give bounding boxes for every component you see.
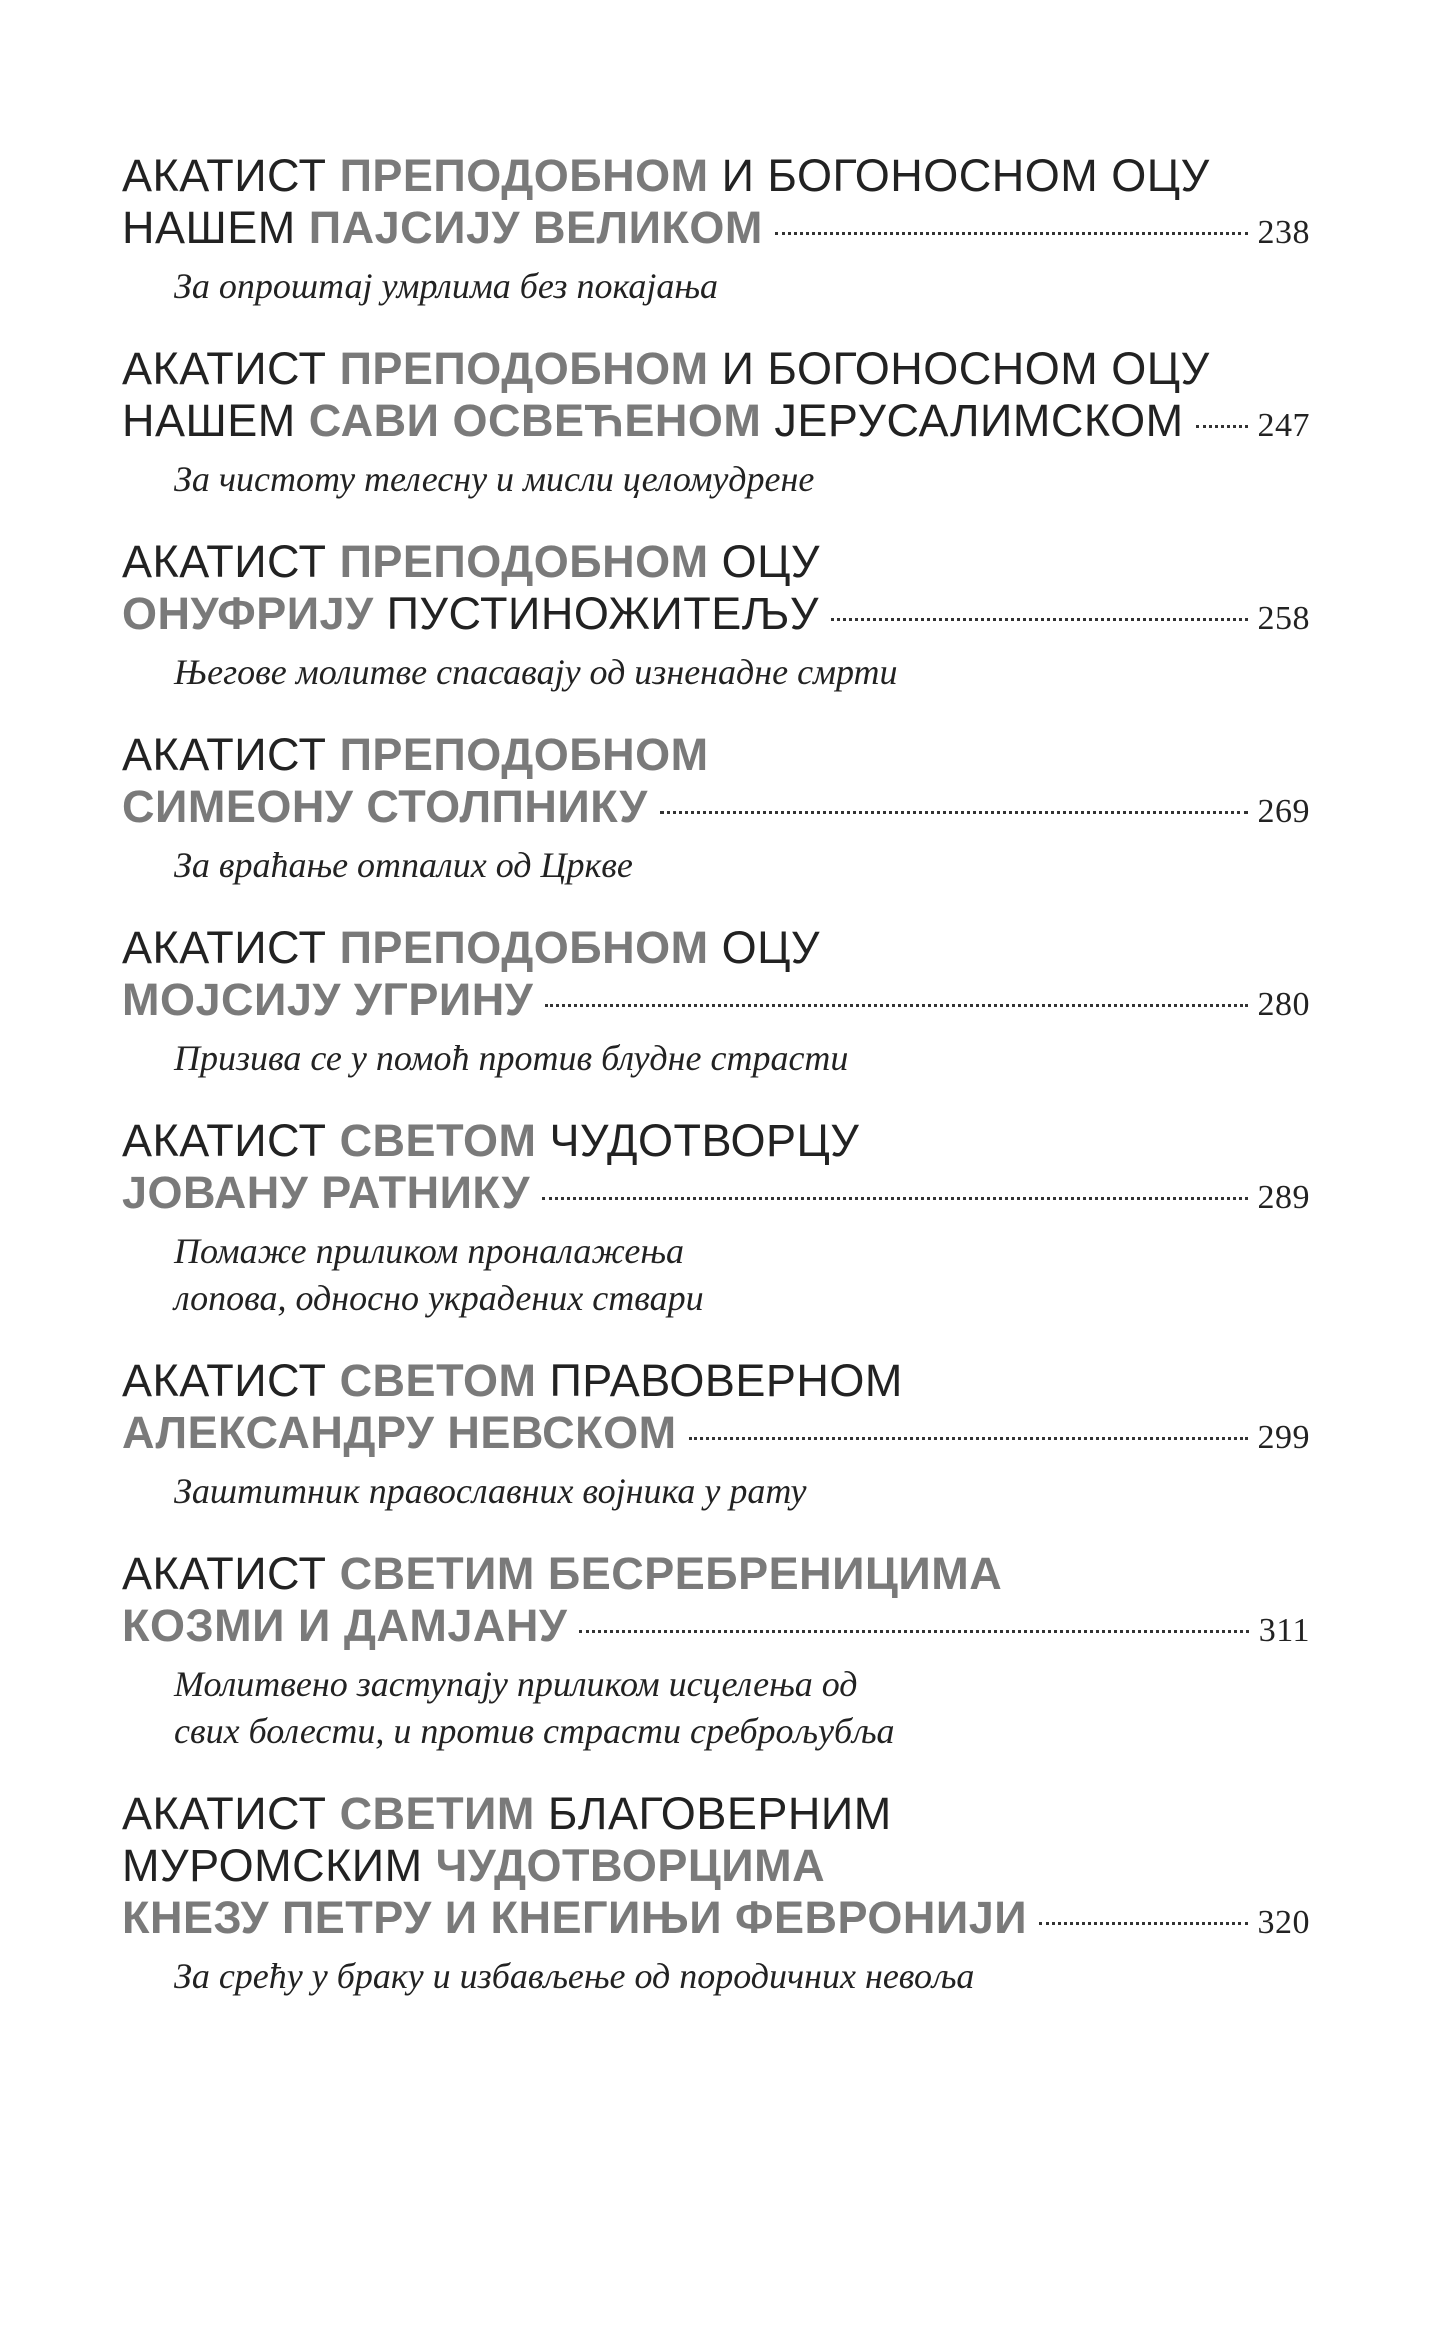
entry-title-line: [122, 1115, 1310, 1167]
title-text: АКАТИСТ: [122, 1788, 340, 1839]
title-text: АКАТИСТ: [122, 536, 340, 587]
entry-description: [174, 1468, 1310, 1515]
entry-title-line: [122, 1548, 1310, 1600]
page-number: 299: [1257, 1419, 1310, 1456]
saint-name: СВЕТИМ: [339, 1788, 535, 1839]
entry-title-line: [122, 150, 1310, 202]
title-text: АКАТИСТ: [122, 150, 340, 201]
entry-title-line: [122, 343, 1310, 395]
saint-name: ЈОВАНУ РАТНИКУ: [122, 1167, 531, 1218]
page-number: 289: [1257, 1179, 1310, 1216]
entry-title-line: [122, 729, 1310, 781]
saint-name: СВЕТОМ: [339, 1355, 537, 1406]
toc-entry[interactable]: [122, 1548, 1310, 1755]
saint-name: САВИ ОСВЕЋЕНОМ: [308, 395, 762, 446]
description-line: Заштитник православних војника у рату: [174, 1471, 807, 1511]
title-text: АКАТИСТ: [122, 1548, 340, 1599]
description-line: лопова, односно украдених ствари: [174, 1278, 704, 1318]
dot-leader: [831, 618, 1248, 621]
title-text: ПРАВОВЕРНОМ: [536, 1355, 903, 1406]
title-text: АКАТИСТ: [122, 1115, 340, 1166]
title-text: НАШЕМ: [122, 395, 309, 446]
entry-description: [174, 842, 1310, 889]
toc-entry[interactable]: [122, 343, 1310, 503]
entry-title-line: [122, 1407, 1310, 1464]
page-number: 311: [1258, 1612, 1310, 1649]
saint-name: КОЗМИ И ДАМЈАНУ: [122, 1600, 568, 1651]
entry-description: [174, 1228, 1310, 1322]
description-line: За срећу у браку и избављење од породичних невоља: [174, 1956, 975, 1996]
toc-entry[interactable]: [122, 1788, 1310, 2000]
entry-title-line: [122, 922, 1310, 974]
saint-name: КНЕЗУ ПЕТРУ И КНЕГИЊИ ФЕВРОНИЈИ: [122, 1892, 1028, 1943]
dot-leader: [1039, 1922, 1247, 1925]
saint-name: ПРЕПОДОБНОМ: [339, 729, 709, 780]
toc-entry[interactable]: [122, 729, 1310, 889]
description-line: Његове молитве спасавају од изненадне смрти: [174, 652, 898, 692]
dot-leader: [689, 1437, 1248, 1440]
saint-name: ПАЈСИЈУ ВЕЛИКОМ: [308, 202, 763, 253]
toc-entry[interactable]: [122, 150, 1310, 310]
description-line: За опроштај умрлима без покајања: [174, 266, 719, 306]
entry-title-line: [122, 1600, 1310, 1657]
saint-name: ПРЕПОДОБНОМ: [339, 536, 709, 587]
entry-description: [174, 263, 1310, 310]
entry-title-line: [122, 588, 1310, 645]
saint-name: СВЕТИМ БЕСРЕБРЕНИЦИМА: [339, 1548, 1003, 1599]
title-text: АКАТИСТ: [122, 1355, 340, 1406]
page-number: 320: [1257, 1904, 1310, 1941]
saint-name: СВЕТОМ: [339, 1115, 537, 1166]
entry-description: [174, 1953, 1310, 2000]
description-line: За чистоту телесну и мисли целомудрене: [174, 459, 815, 499]
saint-name: СИМЕОНУ СТОЛПНИКУ: [122, 781, 648, 832]
title-text: И БОГОНОСНОМ ОЦУ: [708, 150, 1210, 201]
title-text: ЈЕРУСАЛИМСКОМ: [761, 395, 1184, 446]
entry-description: [174, 649, 1310, 696]
description-line: Молитвено заступају приликом исцелења од: [174, 1664, 858, 1704]
saint-name: ЧУДОТВОРЦИМА: [435, 1840, 826, 1891]
dot-leader: [660, 811, 1248, 814]
entry-description: [174, 1661, 1310, 1755]
entry-title-line: [122, 1355, 1310, 1407]
title-text: БЛАГОВЕРНИМ: [534, 1788, 892, 1839]
title-text: ПУСТИНОЖИТЕЉУ: [373, 588, 819, 639]
page-number: 269: [1257, 793, 1310, 830]
description-line: За враћање отпалих од Цркве: [174, 845, 633, 885]
title-text: ЧУДОТВОРЦУ: [536, 1115, 860, 1166]
saint-name: ПРЕПОДОБНОМ: [339, 150, 709, 201]
saint-name: АЛЕКСАНДРУ НЕВСКОМ: [122, 1407, 677, 1458]
entry-title-line: [122, 202, 1310, 259]
saint-name: ОНУФРИЈУ: [122, 588, 374, 639]
entry-description: [174, 1035, 1310, 1082]
entry-title-line: [122, 1840, 1310, 1892]
dot-leader: [542, 1197, 1247, 1200]
dot-leader: [775, 232, 1248, 235]
title-text: ОЦУ: [708, 922, 820, 973]
page-number: 238: [1257, 214, 1310, 251]
title-text: АКАТИСТ: [122, 343, 340, 394]
description-line: Призива се у помоћ против блудне страсти: [174, 1038, 849, 1078]
table-of-contents: [122, 150, 1310, 2033]
page-number: 280: [1257, 986, 1310, 1023]
page-number: 247: [1257, 407, 1310, 444]
dot-leader: [579, 1630, 1248, 1633]
toc-entry[interactable]: [122, 1115, 1310, 1322]
page-number: 258: [1257, 600, 1310, 637]
title-text: ОЦУ: [708, 536, 820, 587]
toc-entry[interactable]: [122, 536, 1310, 696]
toc-entry[interactable]: [122, 922, 1310, 1082]
entry-title-line: [122, 395, 1310, 452]
dot-leader: [545, 1004, 1247, 1007]
entry-title-line: [122, 1892, 1310, 1949]
saint-name: МОЈСИЈУ УГРИНУ: [122, 974, 534, 1025]
saint-name: ПРЕПОДОБНОМ: [339, 922, 709, 973]
title-text: АКАТИСТ: [122, 729, 340, 780]
entry-description: [174, 456, 1310, 503]
description-line: Помаже приликом проналажења: [174, 1231, 684, 1271]
entry-title-line: [122, 781, 1310, 838]
title-text: МУРОМСКИМ: [122, 1840, 436, 1891]
entry-title-line: [122, 536, 1310, 588]
title-text: И БОГОНОСНОМ ОЦУ: [708, 343, 1210, 394]
saint-name: ПРЕПОДОБНОМ: [339, 343, 709, 394]
title-text: НАШЕМ: [122, 202, 309, 253]
entry-title-line: [122, 974, 1310, 1031]
toc-entry[interactable]: [122, 1355, 1310, 1515]
dot-leader: [1196, 425, 1248, 428]
entry-title-line: [122, 1167, 1310, 1224]
description-line: свих болести, и против страсти среброљубља: [174, 1711, 895, 1751]
entry-title-line: [122, 1788, 1310, 1840]
title-text: АКАТИСТ: [122, 922, 340, 973]
